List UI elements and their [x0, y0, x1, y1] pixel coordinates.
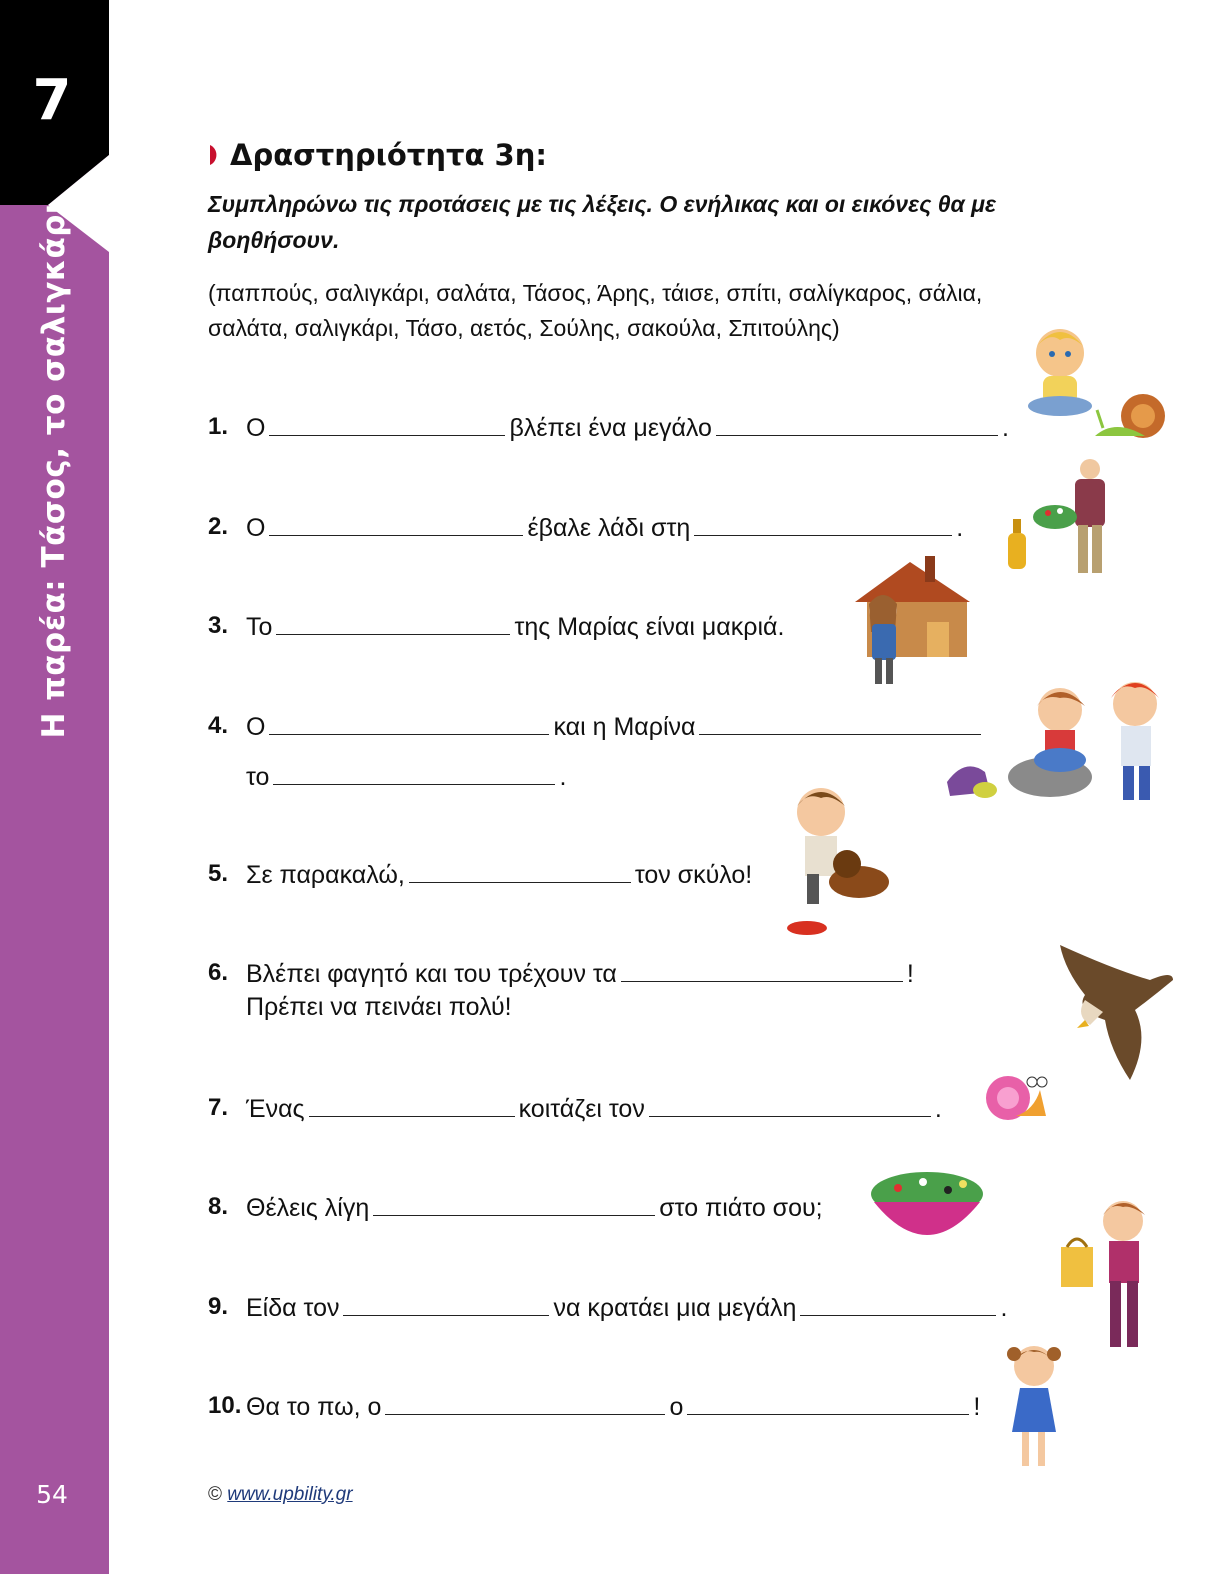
- text: .: [1000, 1294, 1008, 1322]
- footer: [208, 1484, 353, 1506]
- blank-field[interactable]: [687, 1390, 969, 1415]
- text: της Μαρίας είναι μακριά.: [514, 613, 785, 641]
- eagle-icon: [1055, 940, 1175, 1085]
- salad-bowl-icon: [868, 1168, 986, 1250]
- blank-field[interactable]: [409, 858, 631, 883]
- exercise-7: [246, 1092, 942, 1124]
- text: Είδα τον: [246, 1294, 340, 1322]
- page-number: 54: [36, 1480, 68, 1509]
- text: Βλέπει φαγητό και του τρέχουν τα: [246, 960, 617, 988]
- snail-icon: [980, 1070, 1050, 1125]
- text: Σε παρακαλώ,: [246, 861, 405, 889]
- blank-field[interactable]: [800, 1291, 996, 1316]
- blank-field[interactable]: [385, 1390, 665, 1415]
- exercise-6: [246, 957, 914, 989]
- blank-field[interactable]: [699, 710, 981, 735]
- exercise-9: [246, 1291, 1007, 1323]
- exercise-6-continued: Πρέπει να πεινάει πολύ!: [246, 993, 512, 1021]
- blank-field[interactable]: [373, 1191, 655, 1216]
- exercise-number: 7.: [208, 1094, 229, 1121]
- text: Θα το πω, ο: [246, 1393, 382, 1421]
- exercise-number: 1.: [208, 413, 229, 440]
- text: .: [956, 514, 964, 542]
- website-link[interactable]: www.upbility.gr: [227, 1484, 353, 1505]
- blank-field[interactable]: [716, 411, 998, 436]
- instruction: Συμπληρώνω τις προτάσεις με τις λέξεις. Ο ενήλικας και οι εικόνες θα με βοηθήσουν.: [208, 191, 997, 253]
- exercise-4-continued: [246, 760, 566, 792]
- blank-field[interactable]: [276, 610, 510, 635]
- exercise-8: [246, 1191, 823, 1223]
- text: κοιτάζει τον: [518, 1095, 645, 1123]
- text: Ο: [246, 713, 266, 741]
- blank-field[interactable]: [273, 760, 555, 785]
- text: Το: [246, 613, 273, 641]
- blank-field[interactable]: [343, 1291, 549, 1316]
- boy-bag-icon: [1055, 1195, 1175, 1357]
- exercise-number: 2.: [208, 513, 229, 540]
- exercise-number: 6.: [208, 959, 229, 986]
- text: Ο: [246, 514, 266, 542]
- exercise-number: 8.: [208, 1193, 229, 1220]
- exercise-number: 3.: [208, 612, 229, 639]
- activity-heading: [208, 138, 547, 172]
- text: .: [1001, 414, 1009, 442]
- text: .: [559, 763, 567, 791]
- exercise-3: [246, 610, 784, 642]
- text: Ένας: [246, 1095, 305, 1123]
- blank-field[interactable]: [269, 411, 505, 436]
- text: το: [246, 763, 270, 791]
- exercise-4: [246, 710, 985, 742]
- exercise-2: [246, 511, 963, 543]
- boy-dog-icon: [785, 782, 900, 937]
- exercise-1: [246, 411, 1009, 443]
- text: στο πιάτο σου;: [659, 1194, 823, 1222]
- exercise-number: 9.: [208, 1293, 229, 1320]
- word-bank: [208, 276, 1108, 346]
- blank-field[interactable]: [269, 511, 523, 536]
- blank-field[interactable]: [621, 957, 903, 982]
- exercise-number: 4.: [208, 712, 229, 739]
- word-bank-line: σαλάτα, σαλιγκάρι, Τάσο, αετός, Σούλης, σακούλα, Σπιτούλης): [208, 315, 840, 341]
- text: βλέπει ένα μεγάλο: [509, 414, 712, 442]
- heading-text: Δραστηριότητα 3η:: [230, 138, 547, 172]
- text: να κρατάει μια μεγάλη: [553, 1294, 797, 1322]
- chapter-title: Η παρέα: Τάσος, το σαλιγκάρι: [36, 201, 72, 739]
- exercise-number: 10.: [208, 1392, 242, 1419]
- copyright-symbol: ©: [208, 1484, 222, 1505]
- exercise-10: [246, 1390, 980, 1422]
- chapter-number: 7: [32, 68, 72, 133]
- text: Θέλεις λίγη: [246, 1194, 370, 1222]
- text: έβαλε λάδι στη: [527, 514, 691, 542]
- girl-house-icon: [845, 552, 975, 692]
- text: Ο: [246, 414, 266, 442]
- blank-field[interactable]: [309, 1092, 515, 1117]
- sidebar: [0, 0, 109, 1574]
- kids-rock-icon: [945, 672, 1180, 817]
- text: ο: [669, 1393, 684, 1421]
- text: .: [934, 1095, 942, 1123]
- exercise-5: [246, 858, 752, 890]
- blank-field[interactable]: [649, 1092, 931, 1117]
- bullet-icon: [208, 143, 222, 167]
- grandpa-salad-icon: [1000, 455, 1125, 580]
- boy-and-snail-icon: [1025, 318, 1165, 443]
- text: τον σκύλο!: [634, 861, 753, 889]
- blank-field[interactable]: [694, 511, 952, 536]
- text: !: [973, 1393, 981, 1421]
- text: και η Μαρίνα: [553, 713, 696, 741]
- exercise-number: 5.: [208, 860, 229, 887]
- word-bank-line: (παππούς, σαλιγκάρι, σαλάτα, Τάσος, Άρης, τάισε, σπίτι, σαλίγκαρος, σάλια,: [208, 280, 983, 306]
- text: !: [906, 960, 914, 988]
- blank-field[interactable]: [269, 710, 549, 735]
- girl-icon: [1000, 1340, 1070, 1475]
